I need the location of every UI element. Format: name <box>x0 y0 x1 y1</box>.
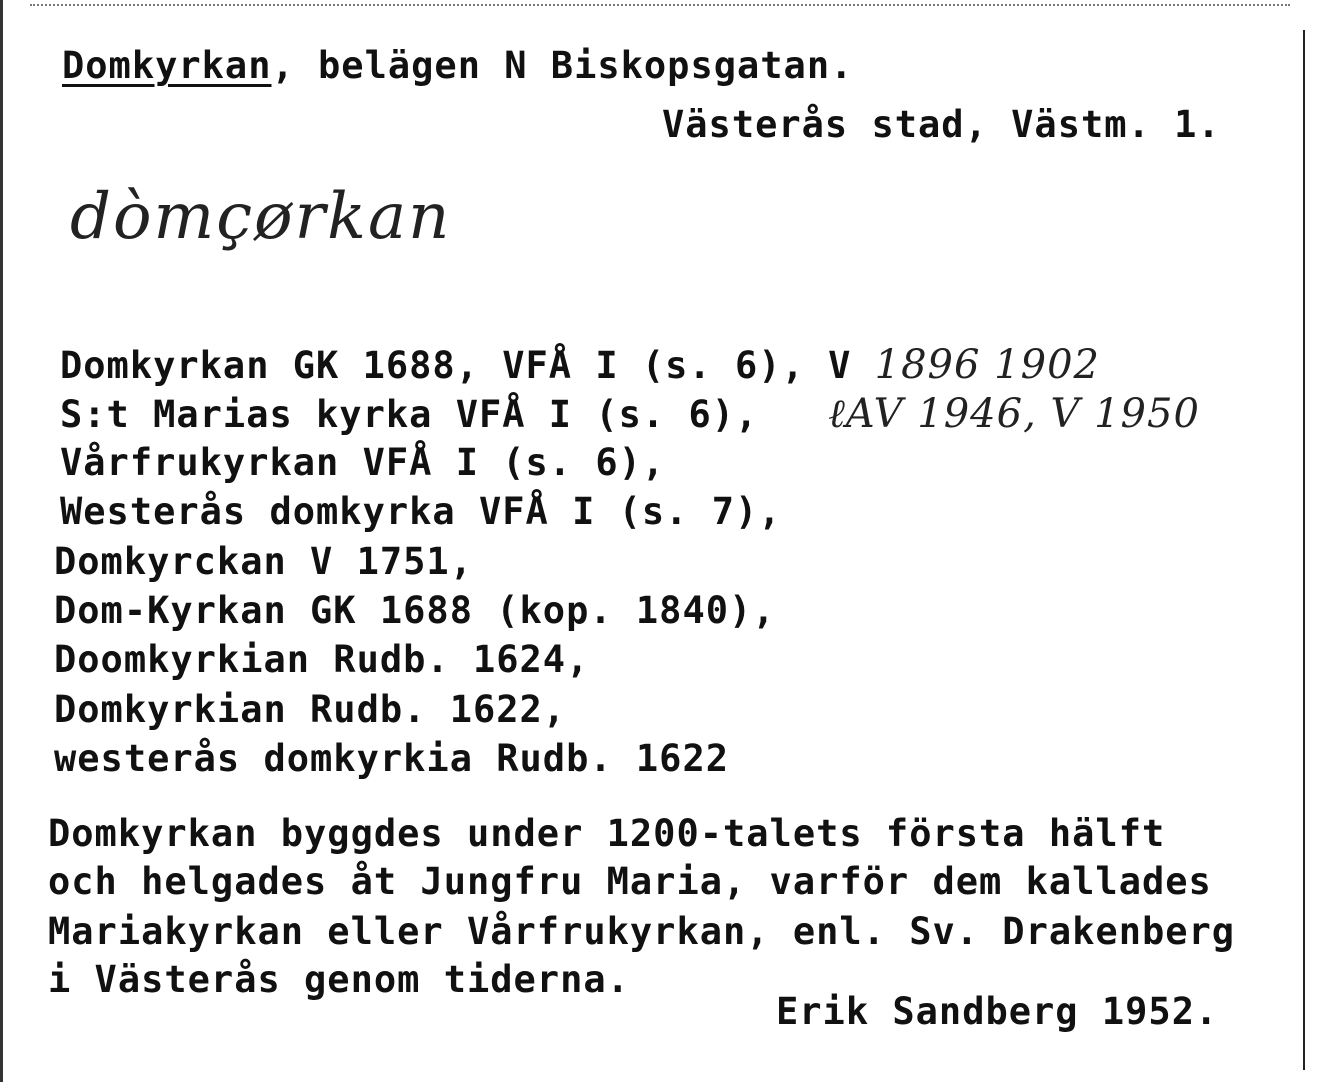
heading-rest: , belägen N Biskopsgatan. <box>271 44 854 87</box>
form-row-8 <box>54 688 566 732</box>
form-row-6 <box>54 589 776 633</box>
form-handwritten: 1896 1902 <box>874 342 1100 388</box>
form-row-2 <box>60 392 1200 437</box>
signature: Erik Sandberg 1952. <box>776 990 1219 1033</box>
card-left-edge <box>0 0 3 1082</box>
pronunciation-handwritten: dòmçørkan <box>70 180 452 254</box>
form-text: Vårfrukyrkan VFÅ I (s. 6), <box>60 441 666 484</box>
form-text: Domkyrkan GK 1688, VFÅ I (s. 6), V <box>60 344 875 387</box>
form-text: Doomkyrkian Rudb. 1624, <box>54 638 590 681</box>
form-row-5 <box>54 540 473 584</box>
note-line-3: Mariakyrkan eller Vårfrukyrkan, enl. Sv. Drakenberg <box>48 910 1236 953</box>
form-text: Domkyrkian Rudb. 1622, <box>54 688 567 731</box>
note-line-1: Domkyrkan byggdes under 1200-talets första hälft <box>48 812 1166 855</box>
form-text: westerås domkyrkia Rudb. 1622 <box>54 737 730 780</box>
card-top-edge <box>30 4 1290 6</box>
form-text: Domkyrckan V 1751, <box>54 540 473 583</box>
form-row-7 <box>54 638 589 682</box>
heading-name: Domkyrkan <box>62 44 272 87</box>
card-heading <box>62 44 853 88</box>
form-row-9 <box>54 737 729 781</box>
form-row-4 <box>60 490 782 534</box>
form-text: Dom-Kyrkan GK 1688 (kop. 1840), <box>54 589 776 632</box>
form-row-1 <box>60 343 1100 388</box>
form-text: S:t Marias kyrka VFÅ I (s. 6), <box>60 393 829 436</box>
note-line-4: i Västerås genom tiderna. <box>48 958 630 1001</box>
note-line-2: och helgades åt Jungfru Maria, varför dem kallades <box>48 860 1212 903</box>
form-text: Westerås domkyrka VFÅ I (s. 7), <box>60 490 782 533</box>
form-row-3 <box>60 441 665 485</box>
card-right-edge <box>1303 30 1305 1070</box>
card-location: Västerås stad, Västm. 1. <box>662 103 1221 146</box>
form-handwritten: ℓAV 1946, V 1950 <box>828 391 1200 437</box>
